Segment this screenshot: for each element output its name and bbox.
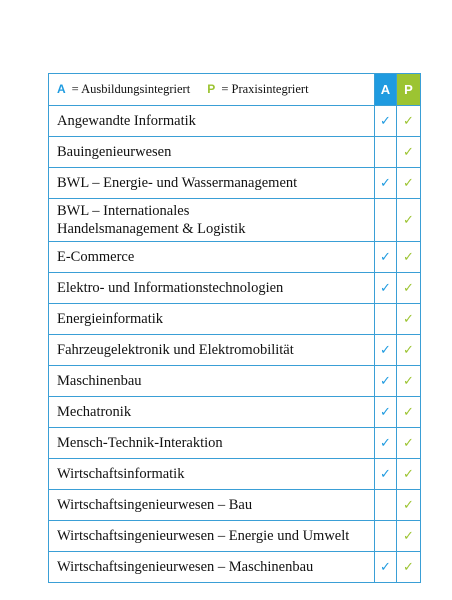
check-icon: ✓ — [380, 404, 391, 420]
program-name: Fahrzeugelektronik und Elektromobilität — [49, 335, 375, 366]
table-row — [49, 242, 421, 273]
table-row — [49, 366, 421, 397]
table-header-row — [49, 74, 421, 106]
legend-a-letter: A — [57, 82, 66, 96]
program-name: BWL – Energie- und Wassermanagement — [49, 168, 375, 199]
program-name: E-Commerce — [49, 242, 375, 273]
check-icon: ✓ — [380, 113, 391, 129]
program-name: Angewandte Informatik — [49, 106, 375, 137]
check-cell-p — [397, 428, 421, 459]
check-cell-p — [397, 168, 421, 199]
column-header-a: A — [375, 74, 397, 106]
check-cell-p — [397, 304, 421, 335]
check-cell-a — [375, 168, 397, 199]
check-cell-p — [397, 106, 421, 137]
legend-p-text: = Praxisintegriert — [221, 82, 309, 96]
table-row — [49, 459, 421, 490]
column-header-p: P — [397, 74, 421, 106]
check-cell-p — [397, 242, 421, 273]
check-cell-a — [375, 335, 397, 366]
program-name: Mechatronik — [49, 397, 375, 428]
check-icon: ✓ — [403, 466, 414, 482]
check-icon: ✓ — [380, 559, 391, 575]
check-icon: ✓ — [380, 342, 391, 358]
check-cell-p — [397, 490, 421, 521]
check-icon: ✓ — [380, 435, 391, 451]
legend-a-text: = Ausbildungsintegriert — [71, 82, 191, 96]
program-name: Elektro- und Informationstechnologien — [49, 273, 375, 304]
check-icon: ✓ — [403, 311, 414, 327]
program-name: Wirtschaftsinformatik — [49, 459, 375, 490]
check-cell-a — [375, 521, 397, 552]
check-cell-p — [397, 521, 421, 552]
program-name: Bauingenieurwesen — [49, 137, 375, 168]
table-row — [49, 552, 421, 583]
check-icon: ✓ — [380, 280, 391, 296]
check-icon: ✓ — [403, 435, 414, 451]
table-row — [49, 273, 421, 304]
check-cell-a — [375, 242, 397, 273]
program-table — [48, 73, 421, 583]
check-icon: ✓ — [403, 528, 414, 544]
check-icon: ✓ — [403, 404, 414, 420]
check-cell-p — [397, 199, 421, 242]
table-row — [49, 304, 421, 335]
table-row — [49, 137, 421, 168]
program-name — [49, 199, 375, 242]
legend-p-letter: P — [207, 82, 216, 96]
check-icon: ✓ — [380, 466, 391, 482]
check-icon: ✓ — [403, 342, 414, 358]
check-icon: ✓ — [403, 144, 414, 160]
check-icon: ✓ — [403, 280, 414, 296]
check-icon: ✓ — [380, 373, 391, 389]
check-cell-p — [397, 397, 421, 428]
check-icon: ✓ — [403, 212, 414, 228]
check-cell-a — [375, 552, 397, 583]
legend — [49, 74, 375, 106]
check-cell-a — [375, 428, 397, 459]
check-cell-a — [375, 397, 397, 428]
program-name-line: Handelsmanagement & Logistik — [57, 221, 246, 237]
program-name: Maschinenbau — [49, 366, 375, 397]
check-cell-p — [397, 335, 421, 366]
table-row — [49, 335, 421, 366]
check-icon: ✓ — [380, 175, 391, 191]
program-table-container — [48, 73, 420, 583]
table-row — [49, 397, 421, 428]
check-icon: ✓ — [403, 175, 414, 191]
check-icon: ✓ — [403, 497, 414, 513]
table-row — [49, 490, 421, 521]
table-row — [49, 521, 421, 552]
program-name: Wirtschaftsingenieurwesen – Energie und Umwelt — [49, 521, 375, 552]
check-cell-a — [375, 490, 397, 521]
program-name: Wirtschaftsingenieurwesen – Maschinenbau — [49, 552, 375, 583]
table-row — [49, 106, 421, 137]
check-cell-p — [397, 273, 421, 304]
check-cell-a — [375, 137, 397, 168]
check-cell-p — [397, 459, 421, 490]
table-row — [49, 168, 421, 199]
check-cell-p — [397, 137, 421, 168]
check-cell-a — [375, 106, 397, 137]
check-cell-a — [375, 304, 397, 335]
check-cell-a — [375, 459, 397, 490]
program-name-line: BWL – Internationales — [57, 203, 190, 219]
program-name: Wirtschaftsingenieurwesen – Bau — [49, 490, 375, 521]
table-row — [49, 199, 421, 242]
check-icon: ✓ — [403, 249, 414, 265]
check-cell-p — [397, 552, 421, 583]
program-name: Mensch-Technik-Interaktion — [49, 428, 375, 459]
table-row — [49, 428, 421, 459]
check-icon: ✓ — [380, 249, 391, 265]
check-cell-a — [375, 273, 397, 304]
check-cell-p — [397, 366, 421, 397]
program-name: Energieinformatik — [49, 304, 375, 335]
check-icon: ✓ — [403, 113, 414, 129]
check-icon: ✓ — [403, 373, 414, 389]
check-cell-a — [375, 199, 397, 242]
check-cell-a — [375, 366, 397, 397]
check-icon: ✓ — [403, 559, 414, 575]
